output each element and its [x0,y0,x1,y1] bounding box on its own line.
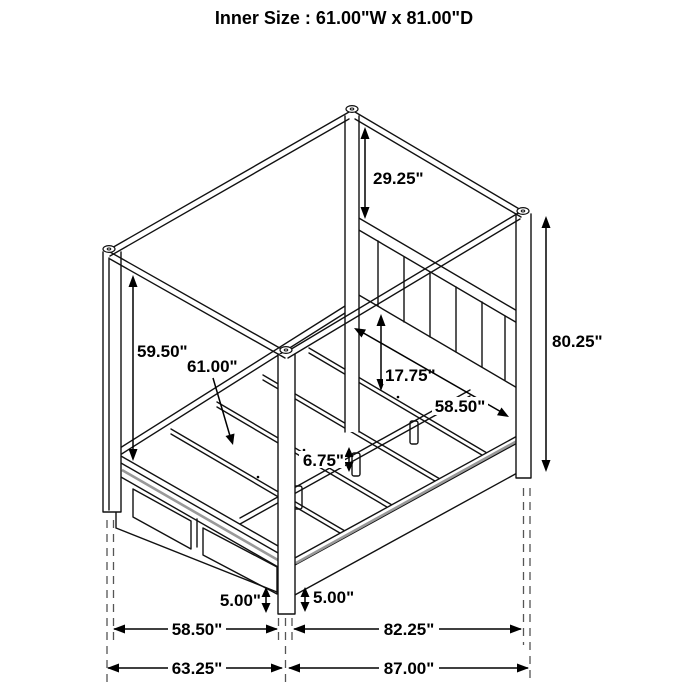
page-title: Inner Size : 61.00"W x 81.00"D [214,8,474,28]
post-front [278,354,295,614]
post-left [103,252,121,512]
dim-label-headboard-width: 58.50" [434,397,486,416]
dim-siderail-inner-length [293,620,522,639]
support-leg [410,421,418,444]
dim-overall-length [288,659,529,678]
dim-label-overall-length: 87.00" [383,659,435,678]
dim-overall-height [542,216,603,472]
dim-label-overall-width: 63.25" [171,659,223,678]
dim-label-inner-width: 61.00" [187,357,238,376]
post-back [345,116,359,432]
dim-label-overall-height: 80.25" [552,332,603,351]
dim-label-length-inner: 82.25" [383,620,435,639]
dim-footboard-inner-width [113,620,278,639]
footboard [114,452,292,598]
dim-label-support-leg: 6.75" [302,451,344,470]
canopy-corner-cap [346,106,358,113]
dim-label-clearance-right: 5.00" [313,588,355,607]
slat-screw-dot [397,396,400,399]
slat-screw-dot [257,476,260,479]
canopy-corner-cap [517,208,529,215]
dim-label-canopy-gap: 29.25" [373,169,424,188]
canopy-corner-cap [103,246,115,253]
canopy-corner-cap [280,347,292,354]
dim-label-width-inner: 58.50" [171,620,223,639]
dim-siderail-clearance [301,587,359,612]
dim-footboard-clearance [215,587,271,613]
dim-label-clearance-left: 5.00" [219,591,261,610]
dim-label-post-height: 59.50" [137,342,188,361]
headboard [352,214,519,389]
post-right [516,214,531,478]
dim-overall-width [107,659,283,678]
dim-label-headboard-height: 17.75" [385,366,436,385]
